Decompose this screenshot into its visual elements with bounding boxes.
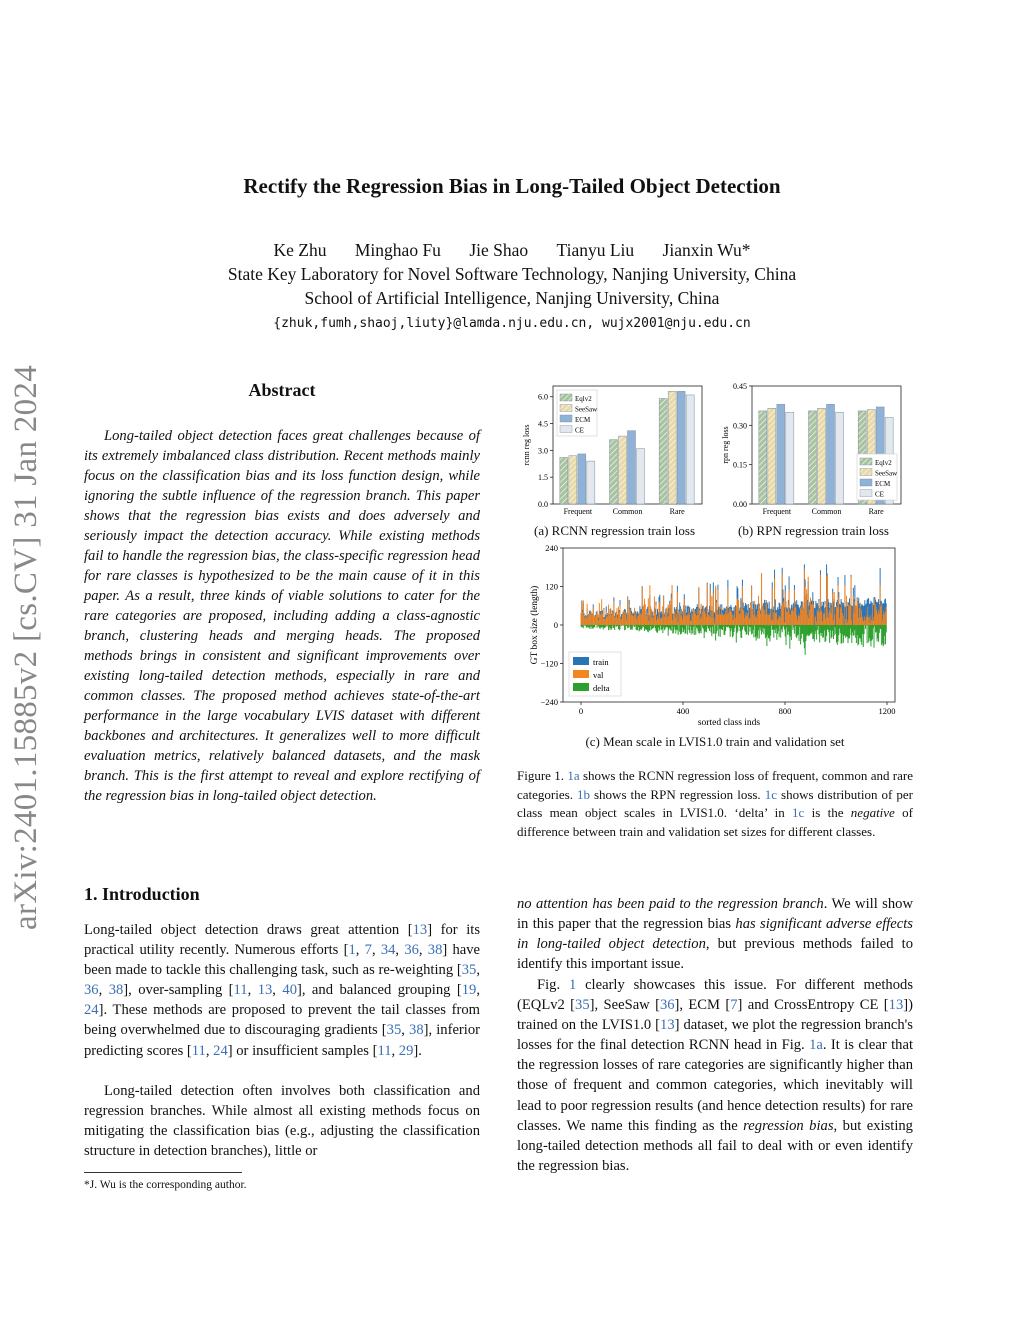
abstract-text: Long-tailed object detection faces great challenges because of its extremely imbalanced class distribution. Recent methods mainly focus on the classification bias and its loss function design, while ignoring the subtle influence of the regression branch. This paper shows that the regression bias exists and does adversely and seriously impact the detection accuracy. While existing methods fail to handle the regression bias, the class-specific regression head for rare classes is hypothesized to be the main cause of it in this paper. As a result, three kinds of viable solutions to cater for the rare categories are proposed, including adding a class-agnostic branch, clustering heads and merging heads. The proposed methods brings in consistent and significant improvements over existing long-tailed detection methods, especially in rare and common classes. The proposed method achieves state-of-the-art performance in the large vocabulary LVIS dataset with different backbones and architectures. It generalizes well to more difficult evaluation metrics, relatively balanced datasets, and the mask branch. This is the first attempt to reveal and explore rectifying of the regression bias in long-tailed object detection.: [84, 428, 480, 804]
emphasis: no attention has been paid to the regression branch: [517, 896, 824, 912]
citation-link[interactable]: 35: [575, 997, 590, 1014]
citation-link[interactable]: 13: [888, 997, 904, 1014]
text-run: ,: [401, 1022, 410, 1039]
mean-scale-chart: [517, 540, 897, 730]
y-tick-label: 0.00: [733, 500, 747, 509]
bar: [668, 391, 676, 504]
y-tick-label: 0: [553, 620, 558, 630]
citation-link[interactable]: 38: [108, 982, 124, 999]
citation-link[interactable]: 35: [386, 1022, 402, 1039]
text-run: ], and balanced grouping [: [296, 982, 462, 999]
rcnn-loss-chart: [517, 378, 712, 518]
bar: [560, 458, 568, 504]
text-run: ,: [98, 982, 109, 999]
x-tick-label: Frequent: [563, 507, 593, 516]
y-tick-label: 1.5: [538, 473, 548, 483]
citation-link[interactable]: 29: [398, 1042, 414, 1059]
y-tick-label: 0.0: [538, 500, 548, 509]
legend-label: val: [593, 670, 604, 680]
text-run: . We will show in this paper that the regression bias: [517, 896, 913, 933]
bar: [587, 461, 595, 504]
bar: [578, 454, 586, 504]
text-run: ], ECM [: [674, 997, 731, 1014]
citation-link[interactable]: 7: [730, 997, 738, 1014]
text-run: shows the RCNN regression loss of frequent, common and rare categories.: [517, 768, 913, 802]
intro-paragraph-4: [517, 975, 913, 1176]
citation-link[interactable]: 40: [282, 982, 297, 999]
subfigure-caption-c: (c) Mean scale in LVIS1.0 train and validation set: [585, 734, 845, 749]
figure-ref[interactable]: 1c: [764, 786, 777, 802]
text-run: ]. These methods are proposed to prevent the tail classes from being overwhelmed due to discouraging gradients [: [84, 1002, 480, 1039]
y-tick-label: 0.30: [733, 421, 747, 431]
affiliation-1: State Key Laboratory for Novel Software Technology, Nanjing University, China: [227, 264, 797, 284]
legend-swatch: [860, 479, 872, 486]
text-run: ,: [476, 962, 480, 979]
bar: [610, 440, 618, 504]
legend-swatch: [560, 415, 572, 422]
y-tick-label: 4.5: [538, 419, 548, 429]
legend-label: Eqlv2: [575, 395, 592, 403]
author: Jianxin Wu*: [662, 240, 751, 260]
text-run: ,: [272, 982, 283, 999]
rpn-loss-chart: [716, 378, 911, 518]
legend-swatch: [573, 683, 589, 691]
legend-label: Eqlv2: [875, 459, 892, 467]
bar: [827, 404, 835, 504]
legend-label: ECM: [875, 480, 891, 488]
y-axis-label: rpn reg loss: [721, 426, 730, 464]
legend-swatch: [860, 490, 872, 497]
legend-swatch: [573, 657, 589, 665]
citation-link[interactable]: 7: [364, 942, 372, 959]
bar: [677, 391, 685, 504]
text-run: of difference between train and validation set sizes for different classes.: [517, 805, 913, 839]
y-tick-label: 0.45: [733, 382, 747, 391]
author: Minghao Fu: [354, 240, 441, 260]
text-run: shows the RPN regression loss.: [589, 786, 765, 802]
citation-link[interactable]: 34: [380, 942, 396, 959]
text-run: ] dataset, we plot the regression branch's losses for the final detection RCNN head in Fig.: [517, 1017, 913, 1054]
citation-link[interactable]: 38: [427, 942, 443, 959]
legend-label: train: [593, 657, 609, 667]
legend-label: CE: [575, 426, 584, 435]
y-axis-label: GT box size (length): [530, 585, 540, 665]
bar: [686, 395, 694, 504]
text-run: ,: [418, 942, 428, 959]
intro-paragraph-3: [517, 894, 913, 974]
subfigure-caption-b: (b) RPN regression train loss: [738, 523, 889, 538]
citation-link[interactable]: 11: [233, 982, 248, 999]
bar: [569, 456, 577, 504]
author-list: [0, 240, 1024, 261]
footnote-rule: [84, 1172, 242, 1173]
bar: [619, 436, 627, 504]
text-run: ] for its practical utility recently. Numerous efforts [: [84, 922, 480, 959]
text-run: ].: [413, 1042, 422, 1059]
text-run: Figure 1.: [517, 768, 568, 783]
text-run: . It is clear that the regression losses of rare categories are significantly higher than those of frequent and common categories, which inevitably will lead to poor regression results (and hence detection results) for rare classes. We name this finding as the: [517, 1037, 913, 1134]
figure-ref[interactable]: 1b: [576, 786, 590, 802]
citation-link[interactable]: 35: [461, 962, 477, 979]
x-tick-label: 400: [676, 706, 690, 716]
text-run: ,: [476, 982, 480, 999]
y-axis-label: rcnn reg loss: [522, 424, 531, 466]
bar: [786, 412, 794, 504]
text-run: ,: [205, 1042, 214, 1059]
legend-swatch: [860, 458, 872, 465]
author: Tianyu Liu: [556, 240, 635, 260]
x-tick-label: Common: [811, 507, 842, 516]
bar: [836, 412, 844, 504]
text-run: ,: [371, 942, 381, 959]
legend-label: SeeSaw: [575, 405, 598, 414]
legend-swatch: [560, 426, 572, 433]
citation-link[interactable]: 24: [84, 1002, 99, 1019]
legend-swatch: [560, 394, 572, 401]
citation-link[interactable]: 11: [377, 1042, 392, 1059]
legend-swatch: [860, 469, 872, 476]
subfigure-caption-a: (a) RCNN regression train loss: [533, 523, 696, 538]
text-run: ,: [355, 942, 365, 959]
author-emails: {zhuk,fumh,shaoj,liuty}@lamda.nju.edu.cn, wujx2001@nju.edu.cn: [273, 316, 751, 331]
emphasis: has significant adverse effects in long-tailed object detection: [517, 916, 913, 953]
affiliation-2: School of Artificial Intelligence, Nanjing University, China: [304, 288, 720, 308]
intro-paragraph-1: [84, 920, 480, 1061]
y-tick-label: 3.0: [538, 446, 548, 456]
citation-link[interactable]: 36: [659, 997, 675, 1014]
citation-link[interactable]: 13: [660, 1017, 675, 1034]
citation-link[interactable]: 38: [409, 1022, 424, 1039]
text-run: Long-tailed object detection draws great attention [: [84, 922, 413, 938]
legend-label: SeeSaw: [875, 469, 898, 478]
legend-swatch: [573, 670, 589, 678]
figure-ref[interactable]: 1a: [809, 1037, 823, 1054]
citation-link[interactable]: 19: [461, 982, 477, 999]
citation-link[interactable]: 36: [84, 982, 99, 999]
bar: [809, 411, 817, 504]
bar: [768, 408, 776, 504]
figure-ref[interactable]: 1: [568, 977, 577, 993]
text-run: ] have been made to tackle this challenging task, such as re-weighting [: [84, 942, 481, 979]
bar: [659, 399, 667, 504]
y-tick-label: 120: [545, 581, 558, 592]
text-run: ] and CrossEntropy CE [: [737, 997, 889, 1014]
paper-title: Rectify the Regression Bias in Long-Tailed Object Detection: [243, 174, 781, 198]
y-tick-label: 240: [545, 543, 558, 553]
x-tick-label: Common: [612, 507, 643, 516]
y-tick-label: 0.15: [733, 460, 747, 470]
legend-label: CE: [875, 490, 884, 499]
footnote: *J. Wu is the corresponding author.: [84, 1179, 247, 1191]
author: Ke Zhu: [273, 240, 327, 260]
y-tick-label: 6.0: [538, 392, 548, 402]
emphasis: negative: [850, 805, 895, 820]
text-run: ,: [247, 982, 258, 999]
bar: [628, 431, 636, 504]
figure-ref[interactable]: 1a: [567, 768, 580, 783]
bar: [759, 411, 767, 504]
citation-link[interactable]: 36: [404, 942, 419, 959]
y-tick-label: −240: [540, 697, 558, 707]
text-run: ]) trained on the LVIS1.0 [: [517, 997, 913, 1034]
citation-link[interactable]: 13: [412, 922, 428, 938]
x-tick-label: Rare: [669, 507, 685, 516]
text-run: shows distribution of per class mean object scales in LVIS1.0. ‘delta’ in: [517, 786, 913, 820]
citation-link[interactable]: 13: [257, 982, 273, 999]
legend-label: ECM: [575, 416, 591, 424]
x-tick-label: 800: [778, 706, 792, 716]
x-tick-label: 1200: [878, 706, 896, 716]
text-run: ], SeeSaw [: [589, 997, 660, 1014]
figure-ref[interactable]: 1c: [792, 805, 805, 820]
text-run: , but existing long-tailed detection methods all fail to deal with or even identify the regression bias.: [517, 1117, 913, 1174]
bar: [637, 449, 645, 504]
text-run: , but previous methods failed to identify this important issue.: [517, 936, 914, 973]
x-axis-label: sorted class inds: [697, 718, 761, 728]
citation-link[interactable]: 11: [191, 1042, 206, 1059]
text-run: ] or insufficient samples [: [227, 1042, 378, 1059]
text-run: clearly showcases this issue. For different methods (EQLv2 [: [517, 977, 913, 1014]
bar: [818, 408, 826, 504]
legend-label: delta: [593, 683, 610, 693]
citation-link[interactable]: 1: [348, 942, 356, 959]
intro-paragraph-2: Long-tailed detection often involves both classification and regression branches. While almost all existing methods focus on mitigating the classification bias (e.g., adjusting the classification structure in detection branches), little or: [84, 1083, 480, 1160]
arxiv-watermark: arXiv:2401.15885v2 [cs.CV] 31 Jan 2024: [8, 364, 44, 930]
x-tick-label: 0: [578, 706, 584, 716]
text-run: ], over-sampling [: [123, 982, 234, 999]
text-run: ,: [395, 942, 405, 959]
text-run: is the: [804, 805, 851, 820]
citation-link[interactable]: 24: [213, 1042, 228, 1059]
legend-swatch: [560, 405, 572, 412]
y-tick-label: −120: [540, 658, 558, 669]
abstract-heading: Abstract: [248, 380, 316, 400]
author: Jie Shao: [469, 240, 529, 260]
text-run: Fig.: [537, 977, 569, 993]
text-run: ,: [391, 1042, 399, 1059]
figure-caption: [517, 767, 913, 841]
text-run: ], inferior predicting scores [: [84, 1022, 481, 1059]
emphasis: regression bias: [743, 1117, 834, 1134]
bar: [777, 404, 785, 504]
x-tick-label: Frequent: [762, 507, 792, 516]
section-heading: 1. Introduction: [84, 884, 200, 904]
x-tick-label: Rare: [868, 507, 884, 516]
